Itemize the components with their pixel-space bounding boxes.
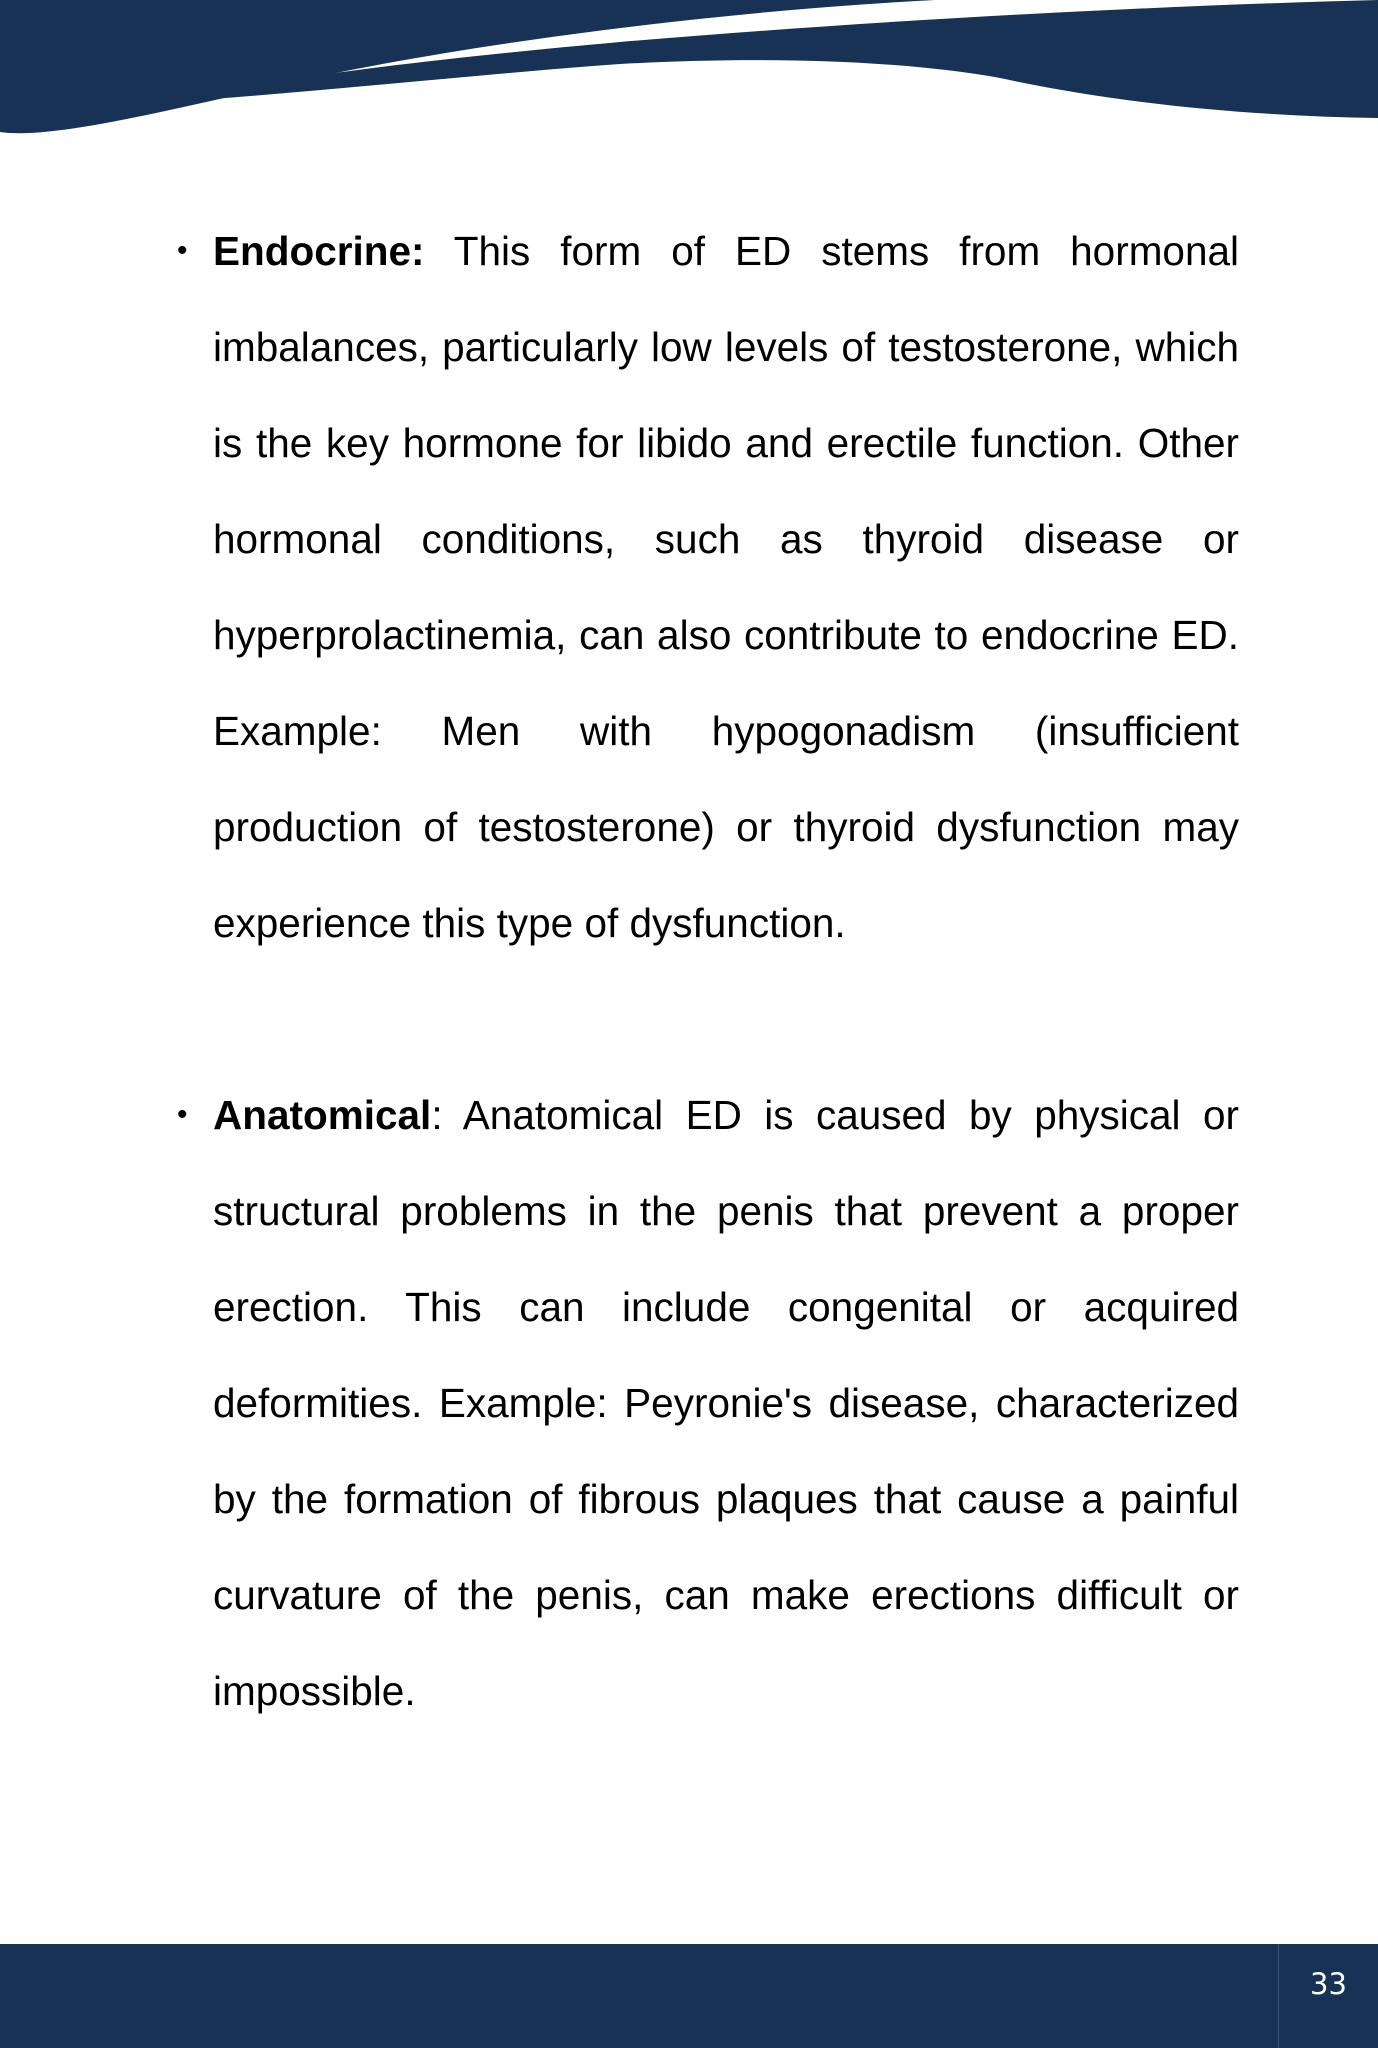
- bullet-item-endocrine: [177, 203, 1239, 971]
- bullet-term: Endocrine:: [213, 228, 425, 274]
- document-body: [177, 203, 1239, 1739]
- page-number: 33: [1310, 1967, 1347, 2001]
- header-wave-decoration: [0, 0, 1378, 140]
- bullet-icon: •: [177, 1098, 188, 1131]
- bullet-text: This form of ED stems from hormonal imbalances, particularly low levels of testosterone, which is the key hormone for libido and erectile function. Other hormonal conditions, such as thyroid disease or hyperprolactinemia, can also contribute to endocrine ED. Example: Men with hypogonadism (insufficient production of testosterone) or thyroid dysfunction may experience this type of dysfunction.: [213, 228, 1239, 946]
- bullet-term-separator: :: [431, 1092, 443, 1138]
- bullet-term: Anatomical: [213, 1092, 432, 1138]
- bullet-text: Anatomical ED is caused by physical or structural problems in the penis that prevent a proper erection. This can include congenital or acquired deformities. Example: Peyronie's disease, characterized by the formation of fibrous plaques that cause a painful curvature of the penis, can make erections difficult or impossible.: [213, 1092, 1239, 1714]
- bullet-item-anatomical: [177, 1067, 1239, 1739]
- footer-bar: [0, 1944, 1378, 2048]
- bullet-icon: •: [177, 234, 188, 267]
